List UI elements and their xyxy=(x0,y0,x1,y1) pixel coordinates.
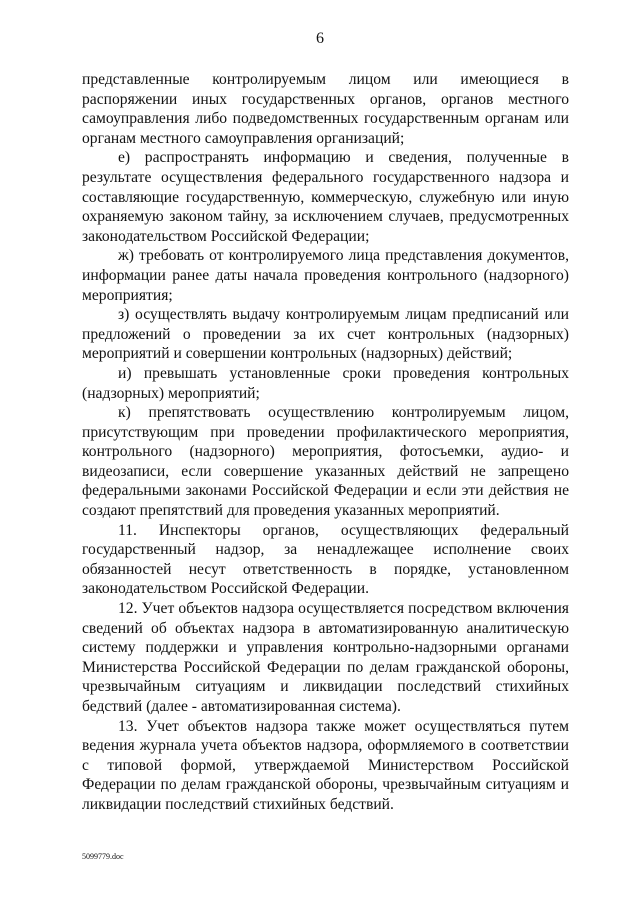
document-body xyxy=(82,70,569,815)
paragraph-item-k: к) препятствовать осуществлению контролируемым лицом, присутствующим при проведении профилактического мероприятия, контрольного (надзорного) мероприятия, фотосъемки, аудио- и видеозаписи, если совершение указанных действий не запрещено федеральными законами Российской Федерации и если эти действия не создают препятствий для проведения указанных мероприятий. xyxy=(82,404,569,520)
footer-filename: 5099779.doc xyxy=(82,852,124,861)
paragraph-11: 11. Инспекторы органов, осуществляющих федеральный государственный надзор, за ненадлежащее исполнение своих обязанностей несут ответственность в порядке, установленном законодательством Российской Федерации. xyxy=(82,521,569,598)
paragraph-item-i: и) превышать установленные сроки проведения контрольных (надзорных) мероприятий; xyxy=(82,364,569,402)
paragraph-item-zh: ж) требовать от контролируемого лица представления документов, информации ранее даты начала проведения контрольного (надзорного) мероприятия; xyxy=(82,247,569,304)
paragraph-item-e: е) распространять информацию и сведения, полученные в результате осуществления федерального государственного надзора и составляющие государственную, коммерческую, служебную или иную охраняемую законом тайну, за исключением случаев, предусмотренных законодательством Российской Федерации; xyxy=(82,149,569,245)
paragraph-13: 13. Учет объектов надзора также может осуществляться путем ведения журнала учета объектов надзора, оформляемого в соответствии с типовой формой, утверждаемой Министерством Российской Федерации по делам гражданской обороны, чрезвычайным ситуациям и ликвидации последствий стихийных бедствий. xyxy=(82,717,569,813)
paragraph-12: 12. Учет объектов надзора осуществляется посредством включения сведений об объектах надзора в автоматизированную аналитическую систему поддержки и управления контрольно-надзорными органами Министерства Российской Федерации по делам гражданской обороны, чрезвычайным ситуациям и ликвидации последствий стихийных бедствий (далее - автоматизированная система). xyxy=(82,600,569,715)
paragraph-continuation: представленные контролируемым лицом или имеющиеся в распоряжении иных государственных органов, органов местного самоуправления либо подведомственных государственным органам или органам местного самоуправления организаций; xyxy=(82,71,569,147)
page-number: 6 xyxy=(316,30,324,47)
paragraph-item-z: з) осуществлять выдачу контролируемым лицам предписаний или предложений о проведении за их счет контрольных (надзорных) мероприятий и совершении контрольных (надзорных) действий; xyxy=(82,306,569,363)
